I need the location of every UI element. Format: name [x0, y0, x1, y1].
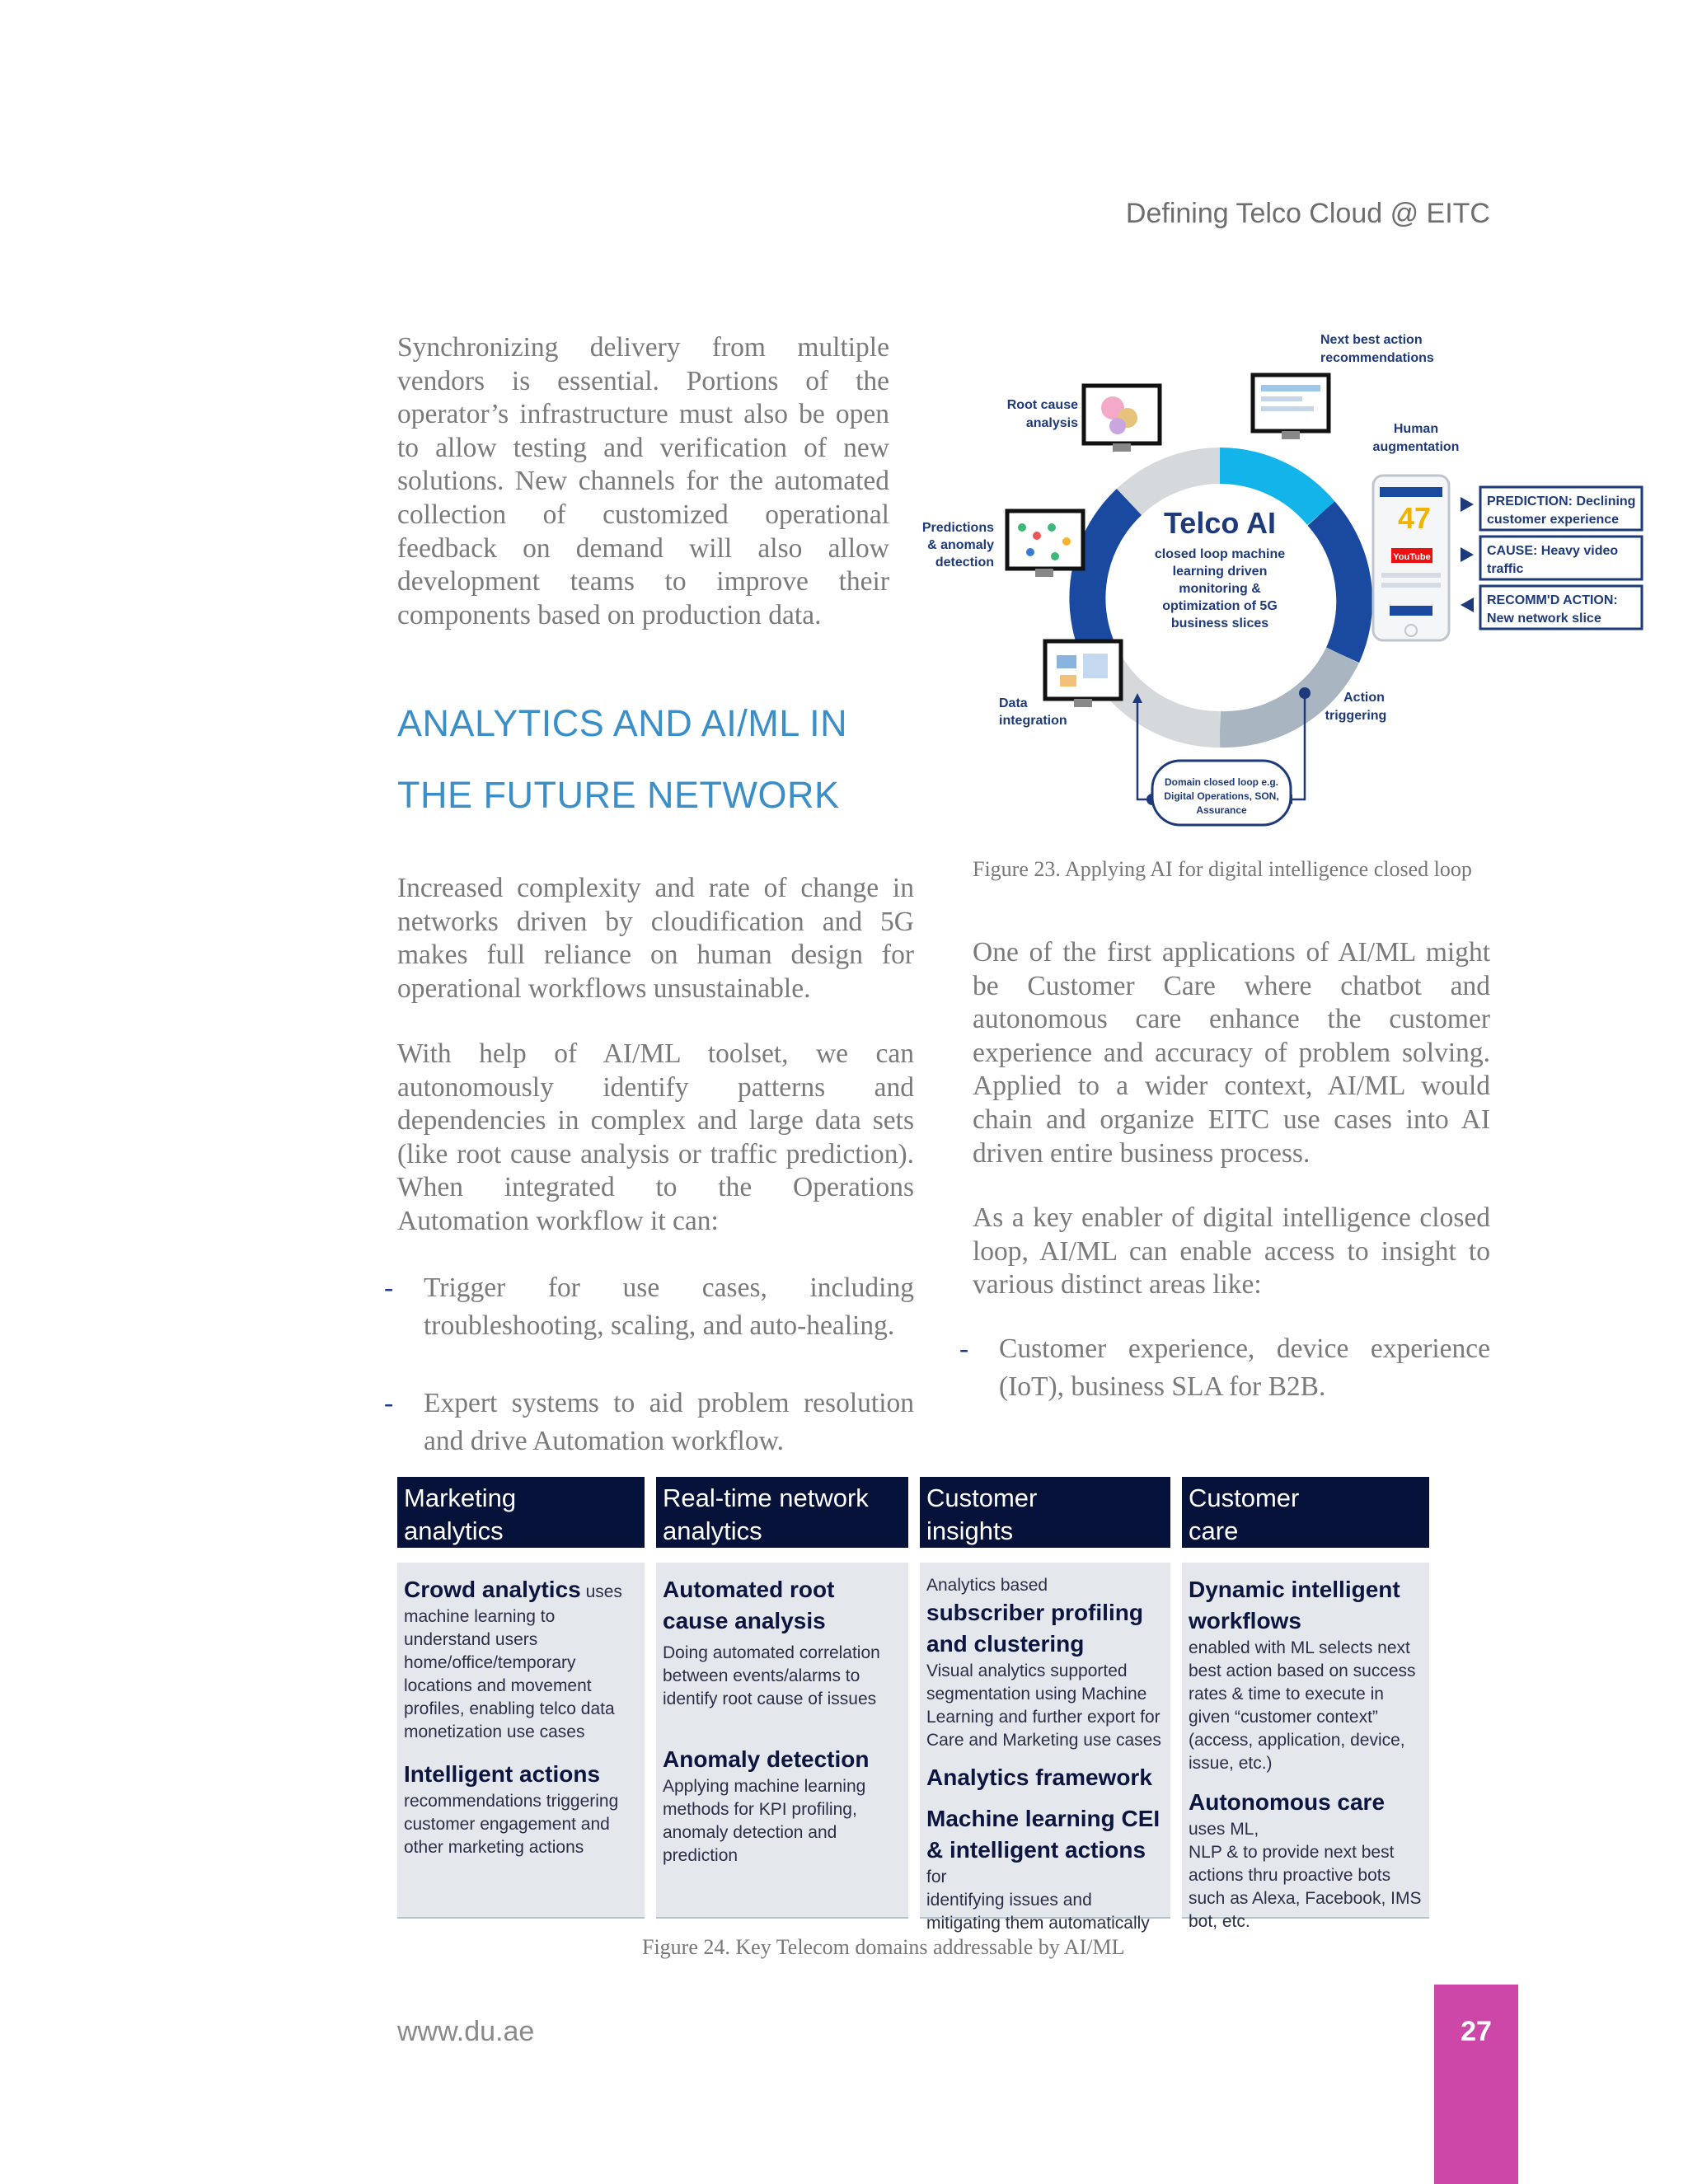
list-item: Automated root cause analysis Doing automated correlation between events/alarms to identify root cause of issues	[663, 1577, 880, 1708]
list-item: Autonomous care uses ML, NLP & to provide next best actions thru proactive bots such as Alexa, Facebook, IMS bot, etc.	[1189, 1789, 1422, 1931]
page-number-tab	[1434, 1985, 1518, 2184]
paragraph-complexity: Increased complexity and rate of change in networks driven by cloudification and 5G makes full reliance on human design for operational workflows unsustainable.	[397, 873, 914, 1004]
label-human-augmentation: augmentation	[1372, 440, 1460, 454]
ring-segment-grey-bottom-right	[1220, 655, 1343, 729]
label-next-best-action: recommendations	[1320, 351, 1434, 365]
page-number: 27	[1461, 2016, 1492, 2047]
paragraph-customer-care: One of the first applications of AI/ML might be Customer Care where chatbot and autonomous care enhance the customer experience and accuracy of problem solving. Applied to a wider context, AI/ML would chain and organize EITC use cases into AI driven entire business process.	[973, 937, 1490, 1169]
callout-recommended-action	[1480, 586, 1642, 629]
list-item: Intelligent actions recommendations triggering customer engagement and other marketing actions	[404, 1761, 619, 1857]
arrow-right-icon	[1461, 497, 1474, 512]
center-sub-line: learning driven	[1172, 565, 1268, 579]
ring-segment-light-top	[1129, 466, 1220, 502]
arrow-right-icon	[1461, 547, 1474, 562]
label-action-triggering: Action	[1343, 691, 1385, 705]
section-heading-line2: THE FUTURE NETWORK	[397, 774, 840, 816]
svg-text:Digital Operations, SON,: Digital Operations, SON,	[1164, 790, 1279, 802]
monitor-icon-data-integration	[1045, 641, 1121, 707]
bullet-text: Customer experience, device experience (IoT), business SLA for B2B.	[999, 1333, 1490, 1402]
center-sub-line: monitoring &	[1179, 582, 1261, 596]
bullet-dash: -	[384, 1388, 394, 1418]
callout-cause	[1480, 537, 1642, 579]
monitor-icon-root-cause	[1084, 386, 1160, 452]
intro-paragraph: Synchronizing delivery from multiple vendors is essential. Portions of the operator’s infrastructure must also be open to allow testing and verification of new solutions. New channels for the automated collection of customized operational feedback on demand will also allow development teams to improve their components based on production data.	[397, 332, 889, 630]
svg-text:Assurance: Assurance	[1196, 804, 1247, 816]
column-body-customer-care	[1182, 1563, 1429, 1931]
svg-text:RECOMM'D ACTION:: RECOMM'D ACTION:	[1487, 593, 1618, 607]
figure-23-caption: Figure 23. Applying AI for digital intelligence closed loop	[973, 857, 1472, 881]
footer-url: www.du.ae	[397, 2016, 535, 2047]
label-action-triggering: triggering	[1325, 709, 1387, 723]
bullet-dash: -	[959, 1333, 969, 1364]
loop-ring	[1087, 466, 1354, 729]
column-header-realtime-network: Real-time network analytics	[656, 1477, 908, 1548]
telco-ai-title: Telco AI	[1163, 506, 1277, 540]
list-item: Anomaly detection Applying machine learning methods for KPI profiling, anomaly detection and prediction	[663, 1746, 870, 1865]
svg-text:New network slice: New network slice	[1487, 612, 1601, 626]
label-root-cause: Root cause	[1006, 398, 1078, 412]
paragraph-key-enabler: As a key enabler of digital intelligence closed loop, AI/ML can enable access to insight to various distinct areas like:	[973, 1202, 1490, 1301]
connector-dot	[1299, 687, 1311, 699]
bullet-item	[959, 1330, 1490, 1409]
column-body-customer-insights	[920, 1563, 1170, 1933]
monitor-icon-next-best	[1253, 375, 1329, 439]
list-item: Analytics framework	[926, 1765, 1152, 1790]
bullet-text: Trigger for use cases, including troubleshooting, scaling, and auto-healing.	[424, 1272, 914, 1341]
center-sub-line: optimization of 5G	[1162, 599, 1278, 613]
label-predictions: detection	[935, 555, 994, 569]
ring-segment-blue-right	[1321, 513, 1354, 655]
arrow-left-icon	[1461, 598, 1474, 612]
column-header-marketing: Marketing analytics	[397, 1477, 645, 1548]
svg-text:customer experience: customer experience	[1487, 513, 1620, 527]
section-heading-line1: ANALYTICS AND AI/ML IN	[397, 702, 848, 744]
bullet-item	[384, 1269, 914, 1385]
svg-text:CAUSE: Heavy video: CAUSE: Heavy video	[1487, 544, 1619, 558]
list-item: Machine learning CEI & intelligent actions for identifying issues and mitigating them automatically	[926, 1806, 1160, 1933]
domain-closed-loop-box	[1152, 761, 1291, 825]
running-header: Defining Telco Cloud @ EITC	[1125, 198, 1490, 229]
telco-ai-closed-loop-diagram	[915, 326, 1657, 837]
label-predictions: Predictions	[921, 521, 994, 535]
bullet-dash: -	[384, 1272, 394, 1303]
center-sub-line: closed loop machine	[1154, 547, 1286, 561]
callout-prediction	[1480, 487, 1642, 530]
center-sub-line: business slices	[1170, 616, 1269, 630]
smartphone-icon	[1373, 476, 1449, 640]
label-human-augmentation: Human	[1393, 422, 1439, 436]
list-item: Crowd analytics uses machine learning to understand users home/office/temporary locations and movement profiles, enabling telco data monetization use cases	[404, 1577, 622, 1741]
section-heading	[397, 687, 908, 831]
bullet-item	[384, 1385, 914, 1464]
svg-text:Domain closed loop e.g.: Domain closed loop e.g.	[1164, 776, 1279, 788]
column-body-realtime-network	[656, 1563, 908, 1919]
figure-24-caption: Figure 24. Key Telecom domains addressable by AI/ML	[642, 1935, 1125, 1959]
column-body-marketing	[397, 1563, 645, 1919]
column-header-customer-insights: Customer insights	[920, 1477, 1170, 1548]
monitor-icon-predictions	[1007, 511, 1083, 577]
label-data-integration: integration	[999, 714, 1067, 728]
list-item: Analytics based subscriber profiling and clustering Visual analytics supported segmentation using Machine Learning and further export for Care and Marketing use cases	[926, 1576, 1161, 1750]
ring-segment-blue-left	[1087, 502, 1129, 645]
ai-ml-domains-table	[397, 1477, 1429, 1933]
label-root-cause: analysis	[1025, 416, 1078, 430]
label-predictions: & anomaly	[927, 538, 994, 552]
phone-score: 47	[1397, 501, 1432, 535]
svg-text:PREDICTION: Declining: PREDICTION: Declining	[1487, 494, 1636, 509]
column-header-customer-care: Customer care	[1182, 1477, 1429, 1548]
list-item: Dynamic intelligent workflows enabled with ML selects next best action based on success rates & time to execute in given “customer context” (access, application, device, issue, etc.)	[1189, 1577, 1416, 1773]
paragraph-toolset: With help of AI/ML toolset, we can autonomously identify patterns and dependencies in complex and large data sets (like root cause analysis or traffic prediction). When integrated to the Operations Automation workflow it can:	[397, 1038, 914, 1236]
label-data-integration: Data	[999, 696, 1028, 710]
youtube-logo: YouTube	[1393, 552, 1431, 562]
bullet-text: Expert systems to aid problem resolution and drive Automation workflow.	[424, 1388, 914, 1456]
label-next-best-action: Next best action	[1320, 333, 1423, 347]
svg-text:traffic: traffic	[1487, 562, 1524, 576]
